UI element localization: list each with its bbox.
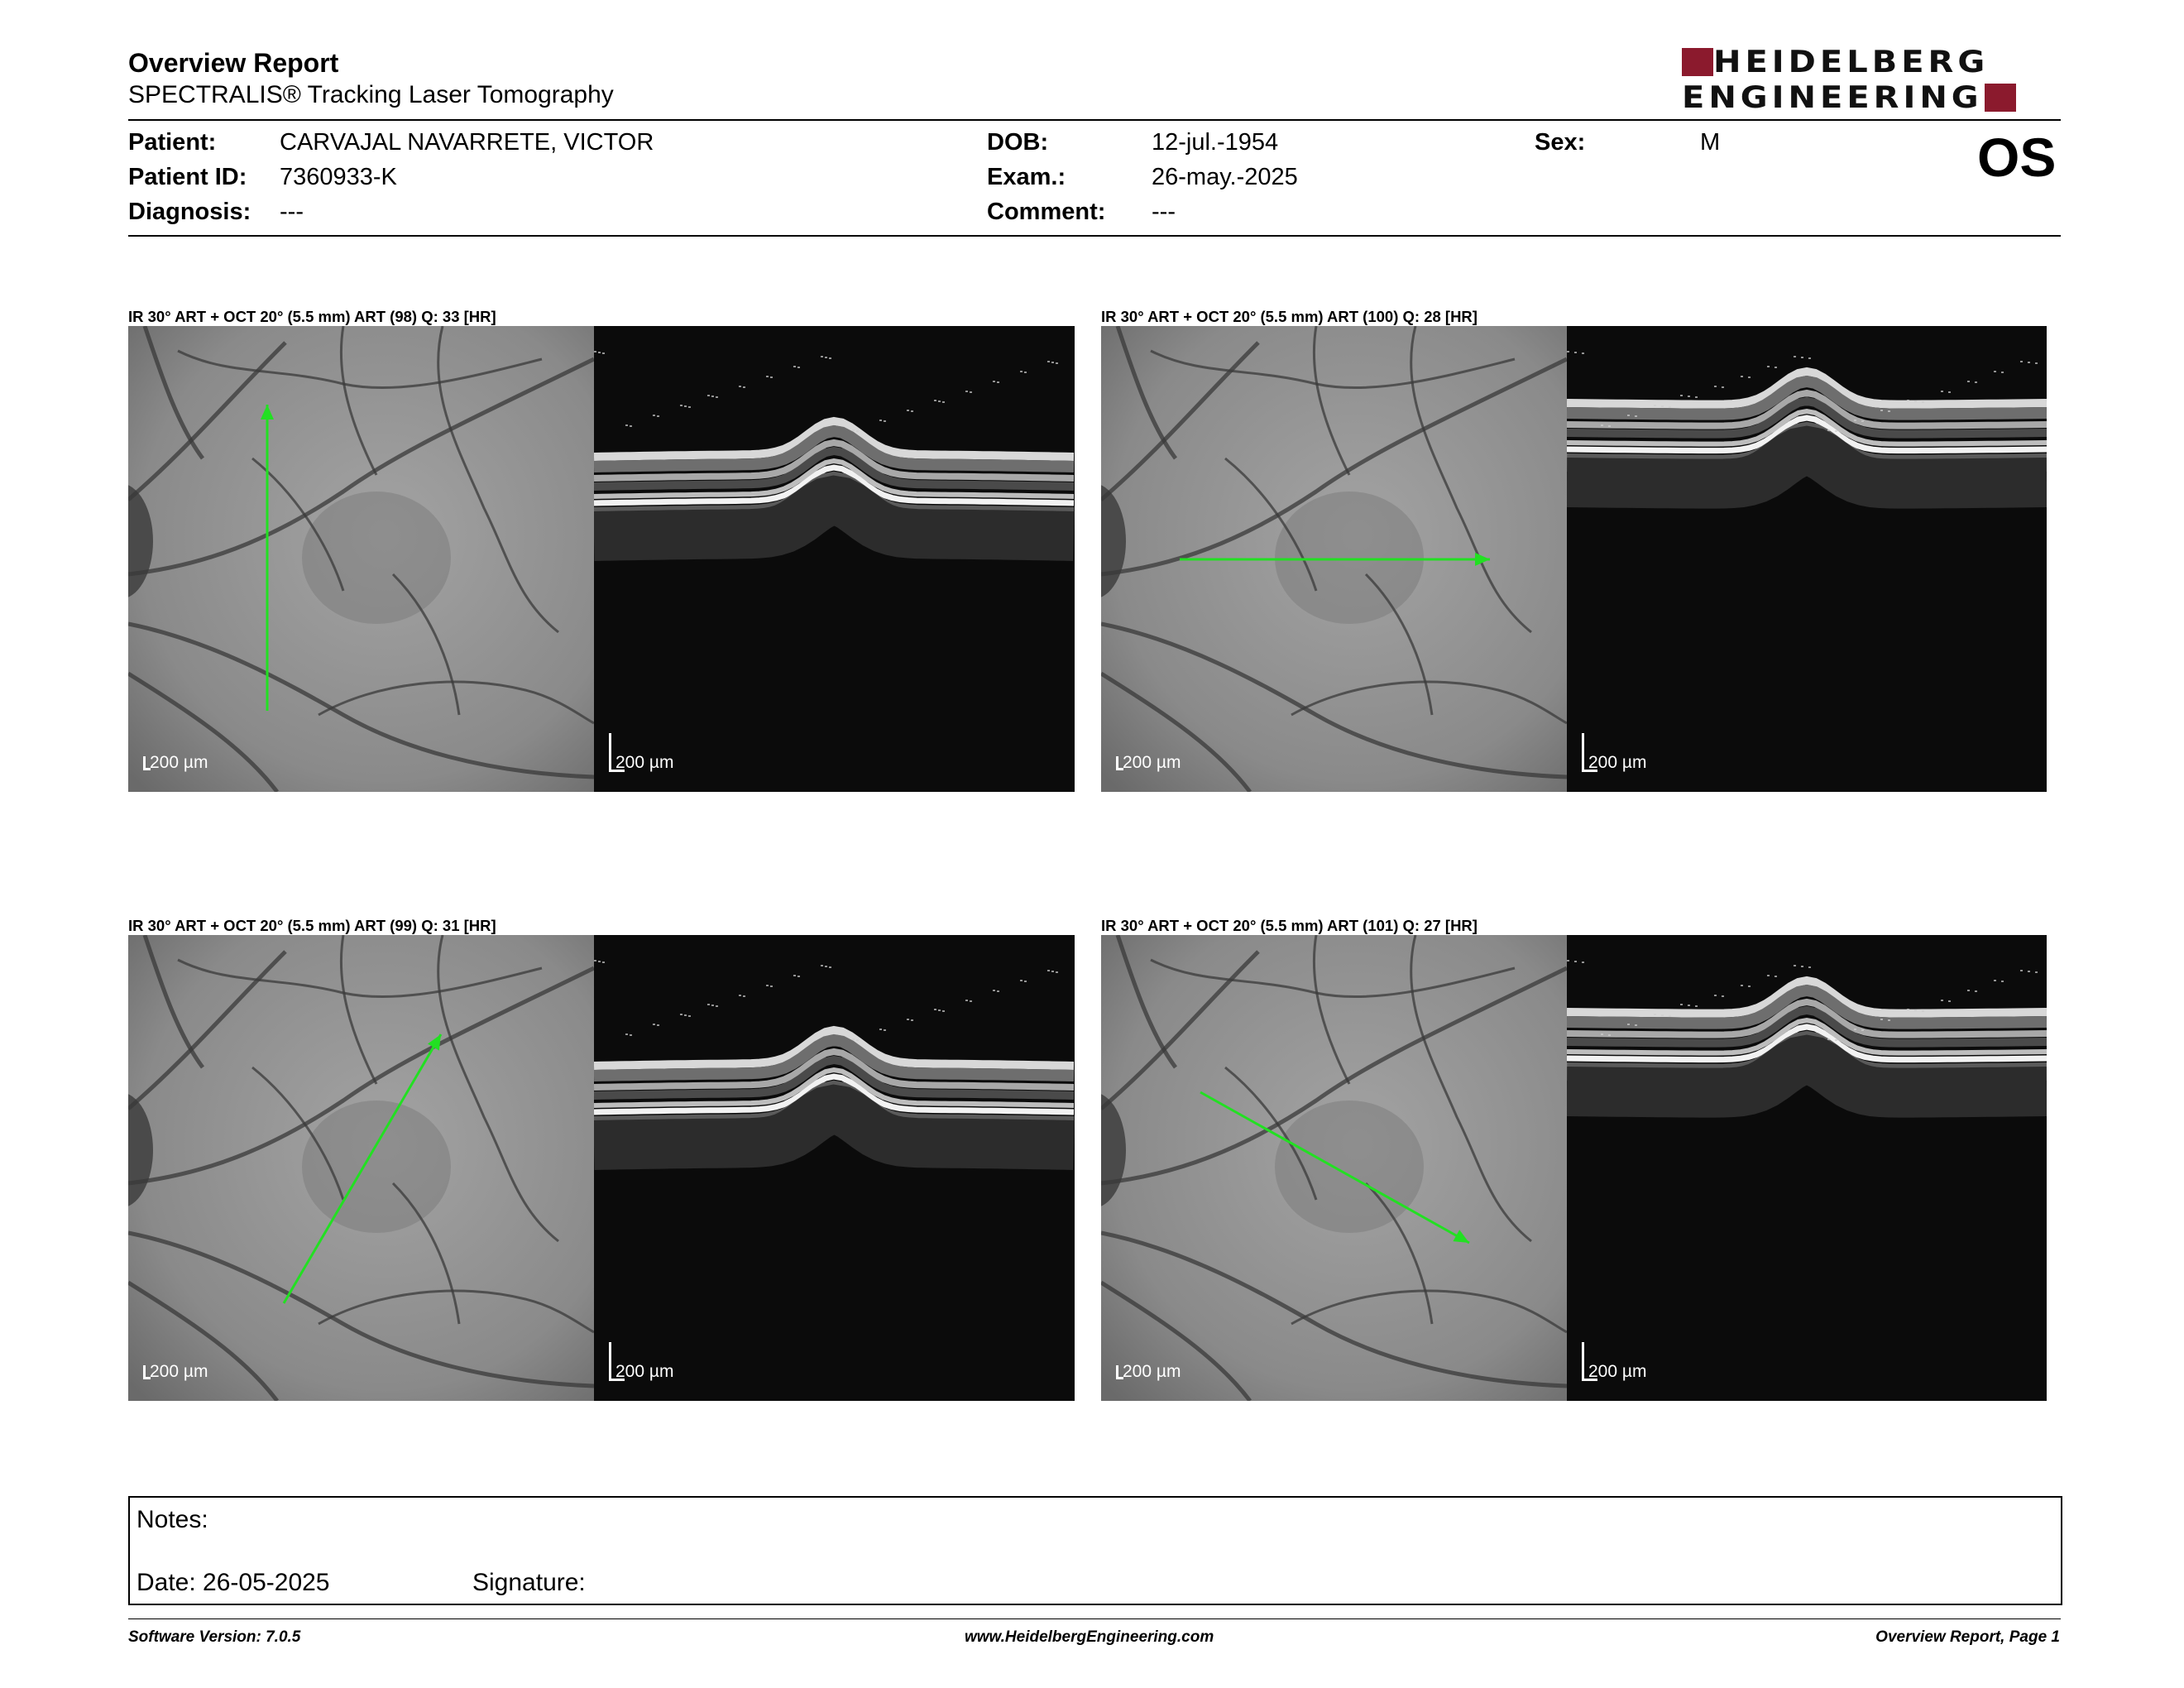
scan-title-3: IR 30° ART + OCT 20° (5.5 mm) ART (99) Q: 31 [HR] — [128, 917, 496, 934]
header-rule-bottom — [128, 235, 2061, 237]
page-number: Overview Report, Page 1 — [1875, 1628, 2060, 1646]
exam-value: 26-may.-2025 — [1152, 164, 1298, 190]
exam-label: Exam.: — [987, 164, 1066, 190]
header-rule-top — [128, 119, 2061, 121]
fundus-vessels-4 — [1101, 935, 1567, 1401]
patient-id-label: Patient ID: — [128, 164, 247, 190]
diagnosis-label: Diagnosis: — [128, 199, 251, 225]
scan-title-2: IR 30° ART + OCT 20° (5.5 mm) ART (100) Q: 28 [HR] — [1101, 308, 1478, 325]
diagnosis-value: --- — [280, 199, 304, 225]
bscan-layers-4 — [1567, 935, 2047, 1401]
fundus-image-3: 200 µm — [128, 935, 594, 1401]
bscan-layers-2 — [1567, 326, 2047, 792]
sex-value: M — [1700, 129, 1721, 156]
logo-line2: ENGINEERING — [1682, 79, 1983, 116]
fundus-vessels-1 — [128, 326, 594, 792]
dob-value: 12-jul.-1954 — [1152, 129, 1279, 156]
bscan-layers-3 — [594, 935, 1075, 1401]
footer-rule — [128, 1618, 2061, 1619]
fundus-vessels-2 — [1101, 326, 1567, 792]
logo-line1: HEIDELBERG — [1713, 44, 1990, 80]
bscan-image-4: 200 µm — [1567, 935, 2047, 1401]
notes-date: Date: 26-05-2025 — [136, 1569, 330, 1596]
bscan-image-3: 200 µm — [594, 935, 1075, 1401]
report-subtitle: SPECTRALIS® Tracking Laser Tomography — [128, 81, 614, 108]
notes-box — [128, 1496, 2062, 1605]
patient-id: 7360933-K — [280, 164, 397, 190]
bscan-image-2: 200 µm — [1567, 326, 2047, 792]
report-title: Overview Report — [128, 48, 339, 78]
notes-label: Notes: — [136, 1506, 208, 1533]
website-link[interactable]: www.HeidelbergEngineering.com — [965, 1628, 1214, 1646]
fundus-image-4: 200 µm — [1101, 935, 1567, 1401]
comment-label: Comment: — [987, 199, 1106, 225]
eye-indicator: OS — [1977, 127, 2057, 188]
bscan-layers-1 — [594, 326, 1075, 792]
comment-value: --- — [1152, 199, 1176, 225]
dob-label: DOB: — [987, 129, 1049, 156]
bscan-image-1: 200 µm — [594, 326, 1075, 792]
scan-title-1: IR 30° ART + OCT 20° (5.5 mm) ART (98) Q: 33 [HR] — [128, 308, 496, 325]
fundus-image-2: 200 µm — [1101, 326, 1567, 792]
patient-label: Patient: — [128, 129, 217, 156]
logo-square-right — [1985, 84, 2016, 112]
fundus-vessels-3 — [128, 935, 594, 1401]
software-version: Software Version: 7.0.5 — [128, 1628, 301, 1646]
fundus-image-1: 200 µm — [128, 326, 594, 792]
sex-label: Sex: — [1535, 129, 1586, 156]
notes-signature: Signature: — [472, 1569, 586, 1596]
logo-square-left — [1682, 48, 1713, 76]
patient-name: CARVAJAL NAVARRETE, VICTOR — [280, 129, 654, 156]
heidelberg-logo — [1682, 46, 2062, 116]
scan-title-4: IR 30° ART + OCT 20° (5.5 mm) ART (101) Q: 27 [HR] — [1101, 917, 1478, 934]
